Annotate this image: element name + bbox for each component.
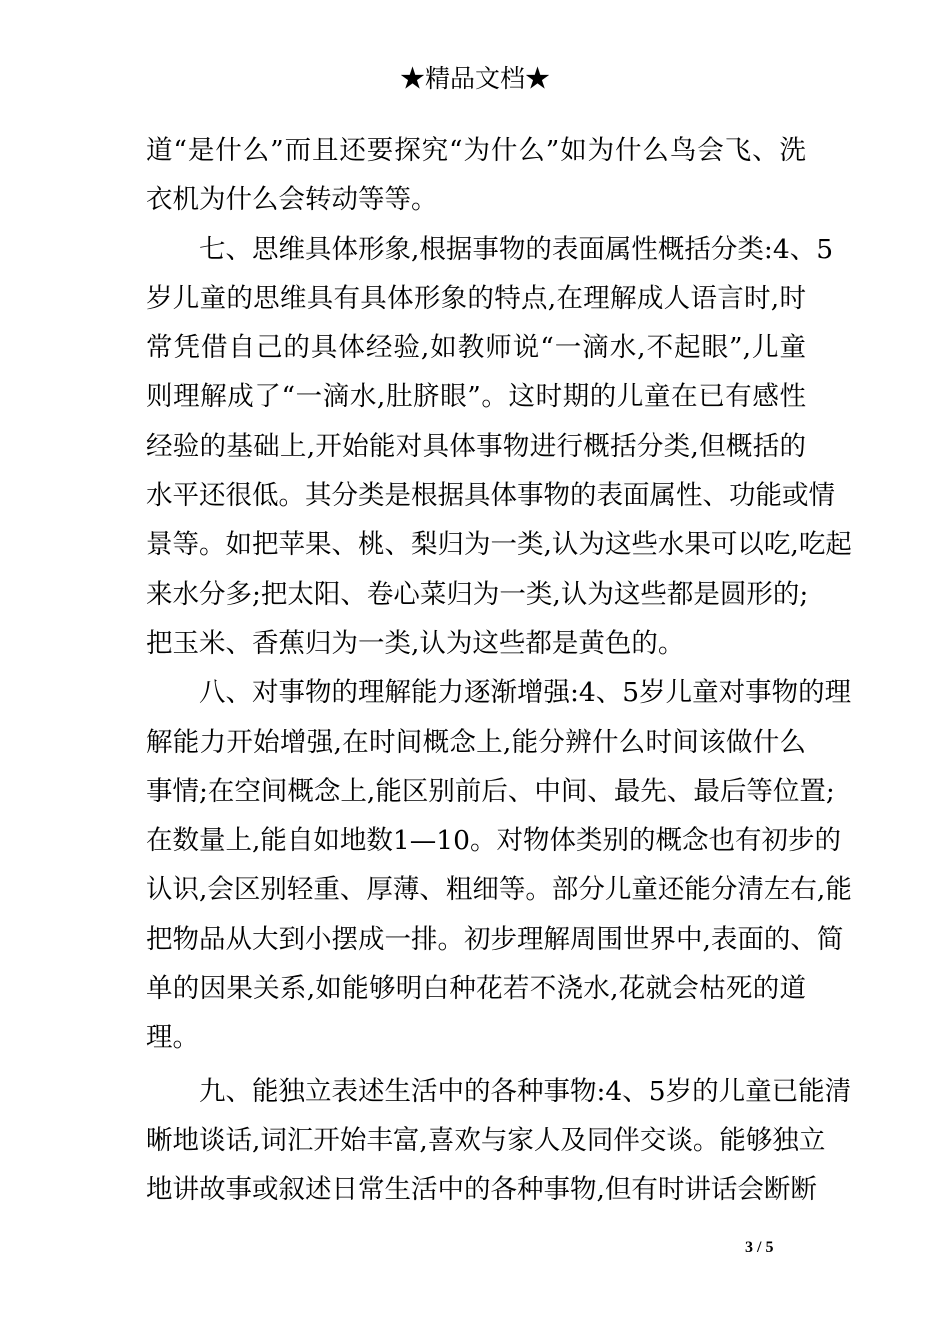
text-line: 理。 [146,1022,199,1054]
paragraph [146,668,852,1062]
page-number: 3 / 5 [745,1239,774,1256]
text-line: 岁儿童的思维具有具体形象的特点,在理解成人语言时,时 [146,282,806,314]
text-line: 七、思维具体形象,根据事物的表面属性概括分类:4、5 [199,233,834,265]
document-body [146,126,852,1215]
text-line: 把物品从大到小摆成一排。初步理解周围世界中,表面的、简 [146,923,844,955]
text-line: 水平还很低。其分类是根据具体事物的表面属性、功能或情 [146,480,835,512]
page-header: ★精品文档★ [399,64,550,93]
paragraph [146,126,806,225]
text-line: 晰地谈话,词汇开始丰富,喜欢与家人及同伴交谈。能够独立 [146,1124,826,1156]
text-line: 常凭借自己的具体经验,如教师说“一滴水,不起眼”,儿童 [146,332,806,364]
text-line: 把玉米、香蕉归为一类,认为这些都是黄色的。 [146,627,685,659]
text-line: 认识,会区别轻重、厚薄、粗细等。部分儿童还能分清左右,能 [146,874,852,906]
text-line: 解能力开始增强,在时间概念上,能分辨什么时间该做什么 [146,726,806,758]
text-line: 地讲故事或叙述日常生活中的各种事物,但有时讲话会断断 [146,1174,817,1206]
text-line: 单的因果关系,如能够明白种花若不浇水,花就会枯死的道 [146,973,806,1005]
text-line: 八、对事物的理解能力逐渐增强:4、5岁儿童对事物的理 [199,677,852,709]
text-line: 事情;在空间概念上,能区别前后、中间、最先、最后等位置; [146,775,835,807]
paragraph [146,1067,852,1215]
text-line: 景等。如把苹果、桃、梨归为一类,认为这些水果可以吃,吃起 [146,529,852,561]
paragraph [146,225,852,669]
text-line: 在数量上,能自如地数1—10。对物体类别的概念也有初步的 [146,825,842,857]
text-line: 道“是什么”而且还要探究“为什么”如为什么鸟会飞、洗 [146,135,806,166]
text-line: 衣机为什么会转动等等。 [146,184,438,216]
text-line: 九、能独立表述生活中的各种事物:4、5岁的儿童已能清 [199,1075,852,1107]
text-line: 则理解成了“一滴水,肚脐眼”。这时期的儿童在已有感性 [146,381,806,413]
text-line: 经验的基础上,开始能对具体事物进行概括分类,但概括的 [146,430,806,462]
text-line: 来水分多;把太阳、卷心菜归为一类,认为这些都是圆形的; [146,578,809,610]
